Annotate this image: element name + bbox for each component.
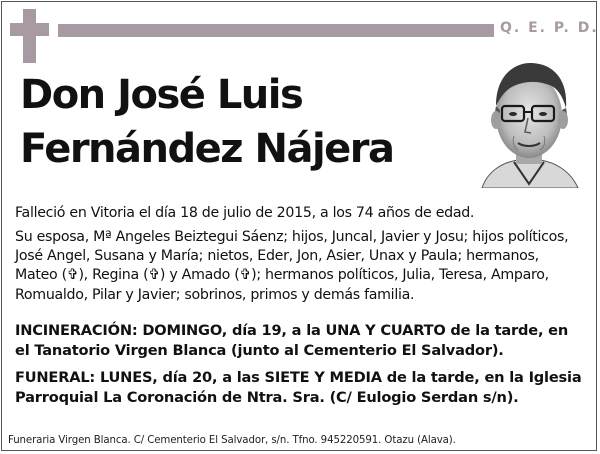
name-line-2: Fernández Nájera — [20, 126, 394, 172]
name-line-1: Don José Luis — [20, 72, 303, 118]
deceased-name — [20, 68, 394, 176]
death-notice-text: Falleció en Vitoria el día 18 de julio de 2015, a los 74 años de edad. — [15, 205, 475, 221]
portrait-photo — [474, 58, 584, 188]
cross-icon-vertical — [23, 9, 36, 63]
funeral-home-footer: Funeraria Virgen Blanca. C/ Cementerio El Salvador, s/n. Tfno. 945220591. Otazu (Alava). — [8, 435, 456, 446]
header-rule — [58, 24, 494, 37]
funeral-text: FUNERAL: LUNES, día 20, a las SIETE Y MEDIA de la tarde, en la Iglesia Parroquial La Coronación de Ntra. Sra. (C/ Eulogio Serdan s/n). — [15, 369, 582, 406]
cremation-text: INCINERACIÓN: DOMINGO, día 19, a la UNA Y CUARTO de la tarde, en el Tanatorio Virgen Blanca (junto al Cementerio El Salvador). — [15, 322, 569, 359]
qepd-label: Q. E. P. D. — [500, 20, 599, 36]
family-text: Su esposa, Mª Angeles Beiztegui Sáenz; hijos, Juncal, Javier y Josu; hijos políticos, José Angel, Susana y María; nietos, Eder, Jon, Asier, Unax y Paula; hermanos, Mateo (✞), Regina (✞) y Amado (✞); hermanos políticos, Julia, Teresa, Amparo, Romualdo, Pilar y Javier; sobrinos, primos y demás familia. — [15, 229, 569, 303]
cross-icon-horizontal — [10, 23, 49, 36]
